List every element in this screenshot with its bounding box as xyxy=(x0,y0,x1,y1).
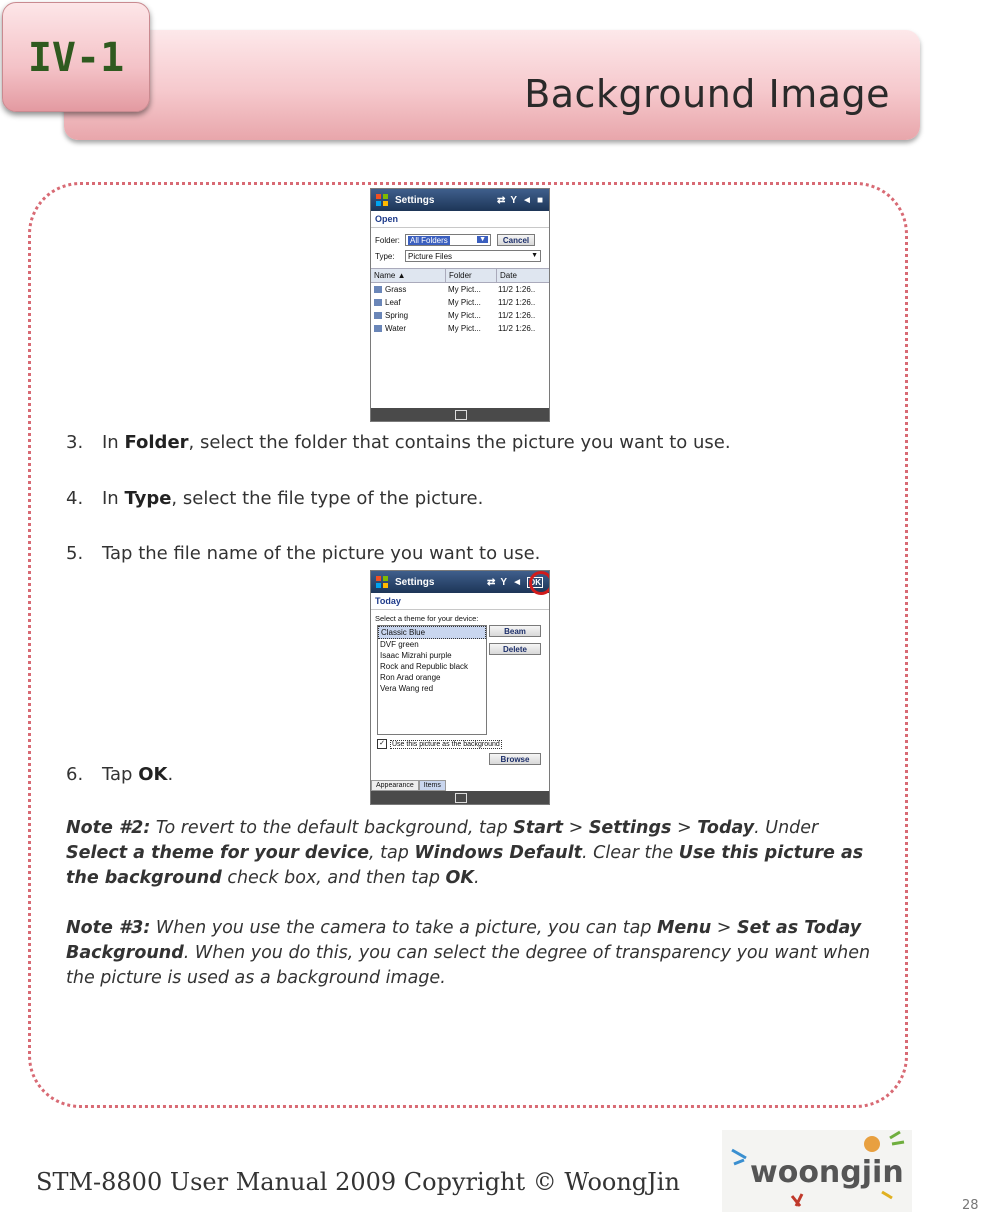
file-date: 11/2 1:26.. xyxy=(498,324,536,333)
step-number: 3. xyxy=(66,432,84,453)
tab-appearance[interactable]: Appearance xyxy=(371,780,419,791)
file-folder: My Pict... xyxy=(448,285,481,294)
theme-list[interactable] xyxy=(377,625,487,735)
signal-icon: Y xyxy=(500,576,508,588)
file-row[interactable] xyxy=(371,309,549,322)
browse-button[interactable]: Browse xyxy=(489,753,541,765)
bottom-bar xyxy=(371,408,549,421)
image-file-icon xyxy=(374,299,382,306)
type-dropdown[interactable] xyxy=(405,250,541,262)
column-header-name[interactable]: Name ▲ xyxy=(371,269,446,282)
delete-button[interactable]: Delete xyxy=(489,643,541,655)
battery-icon: ■ xyxy=(536,194,543,206)
connectivity-icon: ⇄ xyxy=(496,194,506,206)
theme-item[interactable]: Classic Blue xyxy=(378,626,486,639)
logo-icon xyxy=(722,1130,912,1212)
file-row[interactable] xyxy=(371,296,549,309)
file-name: Leaf xyxy=(371,297,445,308)
dialog-subtitle: Today xyxy=(371,593,549,610)
file-folder: My Pict... xyxy=(448,311,481,320)
file-folder: My Pict... xyxy=(448,324,481,333)
theme-item[interactable]: Ron Arad orange xyxy=(380,673,441,682)
titlebar xyxy=(371,189,549,211)
folder-dropdown[interactable] xyxy=(405,234,491,246)
logo-text: woongjin xyxy=(750,1155,904,1190)
highlight-circle xyxy=(529,571,550,595)
screenshot-open-dialog xyxy=(370,188,550,422)
file-list xyxy=(371,283,549,335)
woongjin-logo xyxy=(722,1130,912,1212)
footer-copyright: STM-8800 User Manual 2009 Copyright © WoongJin xyxy=(36,1168,680,1196)
step-4: 4. In Type, select the file type of the picture. xyxy=(66,488,484,509)
beam-button[interactable]: Beam xyxy=(489,625,541,637)
file-date: 11/2 1:26.. xyxy=(498,311,536,320)
step-number: 4. xyxy=(66,488,84,509)
status-icons xyxy=(497,195,543,206)
page-number: 28 xyxy=(962,1198,979,1213)
app-title: Settings xyxy=(395,576,435,588)
type-label: Type: xyxy=(375,251,395,261)
image-file-icon xyxy=(374,325,382,332)
windows-logo-icon xyxy=(375,575,389,589)
volume-icon: ◄ xyxy=(512,576,522,588)
screenshot-today-settings xyxy=(370,570,550,805)
note-3: Note #3: When you use the camera to take a picture, you can tap Menu > Set as Today Background. When you do this, you can select the degree of transparency you want when the picture is used as a background image. xyxy=(66,918,871,988)
file-date: 11/2 1:26.. xyxy=(498,285,536,294)
page-title: Background Image xyxy=(524,72,890,116)
use-picture-background-label: Use this picture as the background xyxy=(392,740,500,748)
windows-logo-icon xyxy=(375,193,389,207)
app-title: Settings xyxy=(395,194,435,206)
signal-icon: Y xyxy=(510,194,518,206)
theme-item[interactable]: DVF green xyxy=(380,640,419,649)
theme-item[interactable]: Isaac Mizrahi purple xyxy=(380,651,452,660)
step-3: 3. In Folder, select the folder that contains the picture you want to use. xyxy=(66,432,731,453)
connectivity-icon: ⇄ xyxy=(487,576,496,588)
chevron-down-icon: ▼ xyxy=(479,236,486,243)
file-date: 11/2 1:26.. xyxy=(498,298,536,307)
image-file-icon xyxy=(374,286,382,293)
volume-icon: ◄ xyxy=(522,194,532,206)
theme-prompt: Select a theme for your device: xyxy=(375,614,479,623)
theme-item[interactable]: Vera Wang red xyxy=(380,684,434,693)
image-file-icon xyxy=(374,312,382,319)
chevron-down-icon: ▼ xyxy=(531,252,538,259)
step-5: 5. Tap the file name of the picture you want to use. xyxy=(66,543,541,564)
bottom-bar xyxy=(371,791,549,804)
folder-value: All Folders xyxy=(410,235,448,245)
file-folder: My Pict... xyxy=(448,298,481,307)
checkbox[interactable]: ✓ xyxy=(377,739,387,749)
ok-button[interactable]: OK xyxy=(529,577,541,587)
header-banner xyxy=(64,30,920,140)
file-name: Spring xyxy=(371,310,445,321)
file-row[interactable] xyxy=(371,322,549,335)
tab-bar xyxy=(371,780,446,791)
file-name: Water xyxy=(371,323,445,334)
note-2: Note #2: To revert to the default background, tap Start > Settings > Today. Under Select a theme for your device, tap Windows Default. Clear the Use this picture as the background check box, and then tap OK. xyxy=(66,818,864,888)
file-list-header xyxy=(371,268,549,283)
step-6: 6. Tap OK. xyxy=(66,764,174,785)
section-badge-label: IV-1 xyxy=(27,35,125,81)
theme-item[interactable]: Rock and Republic black xyxy=(380,662,469,671)
folder-label: Folder: xyxy=(375,235,400,245)
column-header-folder[interactable]: Folder xyxy=(446,269,497,282)
type-value: Picture Files xyxy=(408,251,453,261)
step-number: 6. xyxy=(66,764,84,785)
file-name: Grass xyxy=(371,284,445,295)
keyboard-icon[interactable] xyxy=(455,410,467,420)
step-number: 5. xyxy=(66,543,84,564)
cancel-button[interactable]: Cancel xyxy=(497,234,535,246)
section-badge xyxy=(2,2,150,112)
titlebar xyxy=(371,571,549,593)
keyboard-icon[interactable] xyxy=(455,793,467,803)
file-row[interactable] xyxy=(371,283,549,296)
tab-items[interactable]: Items xyxy=(419,780,446,791)
dialog-subtitle: Open xyxy=(371,211,549,228)
column-header-date[interactable]: Date xyxy=(500,271,517,280)
